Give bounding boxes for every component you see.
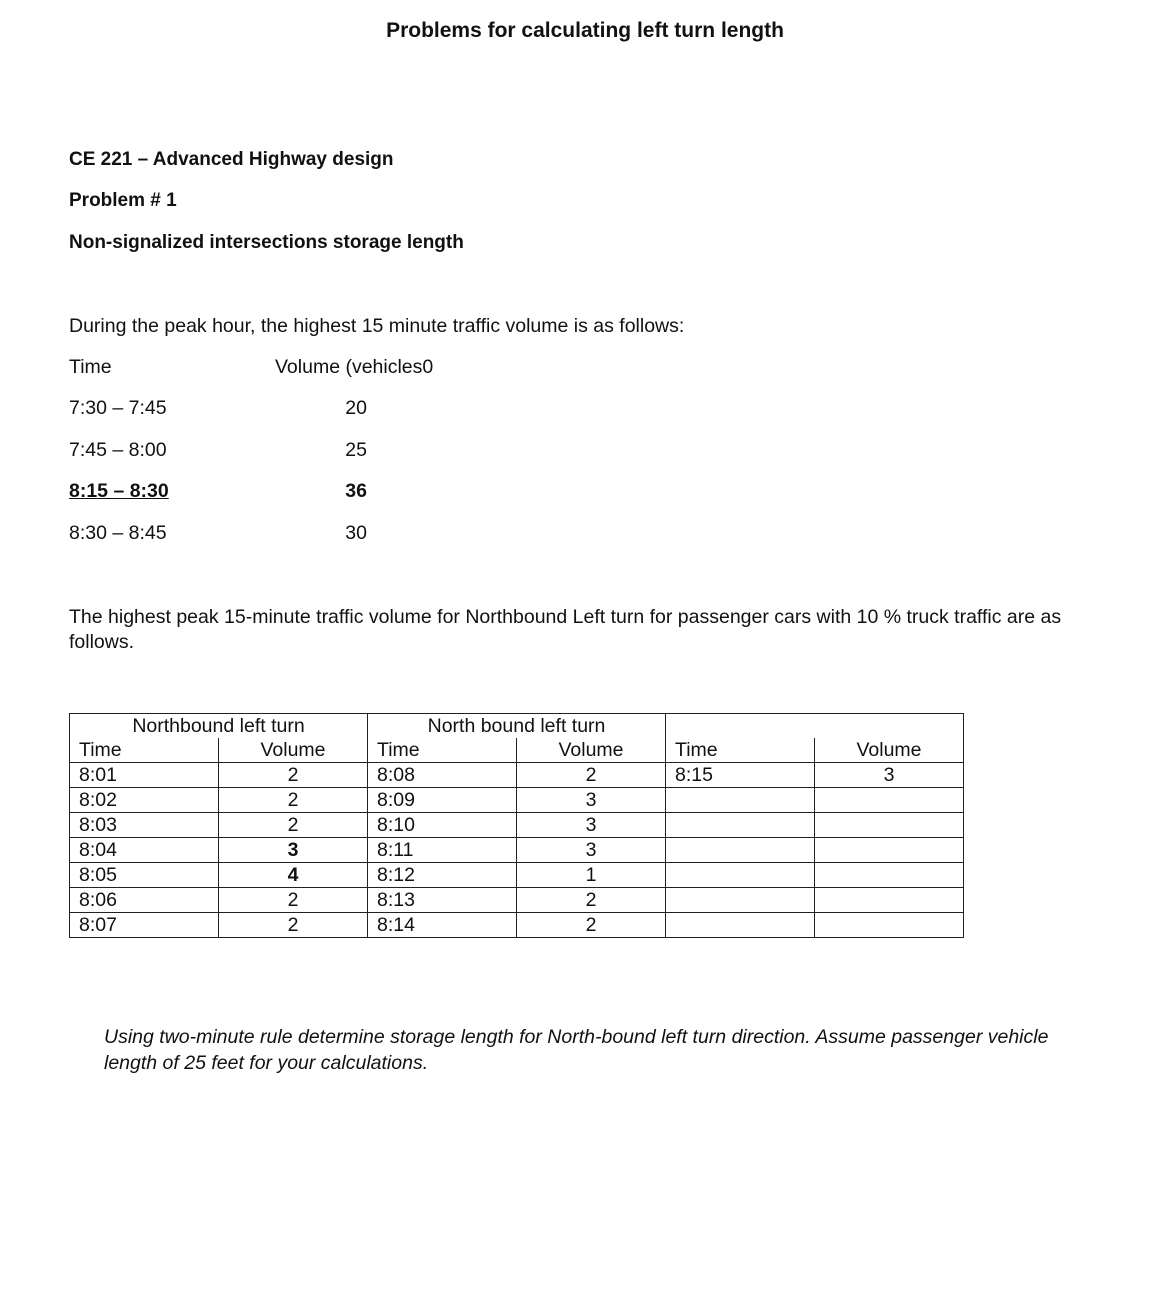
cell-time	[666, 888, 815, 913]
cell-volume: 2	[517, 913, 666, 938]
cell-time: 8:13	[368, 888, 517, 913]
cell-volume	[815, 863, 964, 888]
volume-row-value: 30	[345, 522, 367, 544]
cell-time: 8:07	[70, 913, 219, 938]
cell-volume: 2	[219, 913, 368, 938]
cell-volume: 2	[219, 788, 368, 813]
cell-volume: 3	[815, 763, 964, 788]
cell-volume: 3	[219, 838, 368, 863]
cell-time: 8:02	[70, 788, 219, 813]
cell-time	[666, 913, 815, 938]
cell-time	[666, 788, 815, 813]
cell-volume: 2	[517, 763, 666, 788]
col-time-header: Time	[666, 738, 815, 763]
volume-row-time: 7:45 – 8:00	[69, 439, 167, 461]
col-time-header: Time	[368, 738, 517, 763]
cell-time: 8:10	[368, 813, 517, 838]
cell-volume: 1	[517, 863, 666, 888]
group1-title: Northbound left turn	[70, 714, 368, 739]
volume-header-time: Time	[69, 356, 112, 378]
cell-volume	[815, 888, 964, 913]
cell-volume: 2	[517, 888, 666, 913]
peak-description: The highest peak 15-minute traffic volume for Northbound Left turn for passenger cars with 10 % truck traffic are as follows.	[69, 606, 1062, 653]
cell-time: 8:14	[368, 913, 517, 938]
cell-time	[666, 863, 815, 888]
cell-volume	[815, 913, 964, 938]
cell-time: 8:15	[666, 763, 815, 788]
minute-volume-table	[69, 713, 964, 938]
cell-time: 8:09	[368, 788, 517, 813]
group3-title	[666, 714, 964, 739]
col-volume-header: Volume	[815, 738, 964, 763]
cell-volume: 3	[517, 813, 666, 838]
table-row	[70, 763, 964, 788]
volume-row-time: 8:30 – 8:45	[69, 522, 167, 544]
table-column-header-row	[70, 738, 964, 763]
course-heading: CE 221 – Advanced Highway design	[69, 149, 394, 170]
problem-heading: Problem # 1	[69, 190, 177, 211]
cell-volume	[815, 838, 964, 863]
cell-volume	[815, 788, 964, 813]
cell-time: 8:08	[368, 763, 517, 788]
cell-time: 8:11	[368, 838, 517, 863]
instruction-text: Using two-minute rule determine storage length for North-bound left turn direction. Assume passenger vehicle length of 25 feet for your calculations.	[104, 1026, 1049, 1074]
cell-time: 8:05	[70, 863, 219, 888]
cell-time: 8:01	[70, 763, 219, 788]
col-time-header: Time	[70, 738, 219, 763]
cell-volume: 2	[219, 888, 368, 913]
volume-row-value: 20	[345, 397, 367, 419]
cell-time: 8:06	[70, 888, 219, 913]
intro-text: During the peak hour, the highest 15 minute traffic volume is as follows:	[69, 315, 685, 337]
col-volume-header: Volume	[219, 738, 368, 763]
cell-volume: 3	[517, 838, 666, 863]
table-row	[70, 838, 964, 863]
cell-time: 8:04	[70, 838, 219, 863]
volume-header-volume: Volume (vehicles0	[275, 356, 434, 378]
subject-heading: Non-signalized intersections storage length	[69, 232, 464, 253]
cell-volume: 3	[517, 788, 666, 813]
group2-title: North bound left turn	[368, 714, 666, 739]
cell-volume: 2	[219, 813, 368, 838]
cell-time: 8:12	[368, 863, 517, 888]
cell-volume: 4	[219, 863, 368, 888]
volume-row-time-peak: 8:15 – 8:30	[69, 480, 169, 502]
col-volume-header: Volume	[517, 738, 666, 763]
page-title: Problems for calculating left turn length	[386, 19, 784, 42]
table-row	[70, 863, 964, 888]
cell-time	[666, 838, 815, 863]
cell-volume: 2	[219, 763, 368, 788]
volume-row-value-peak: 36	[345, 480, 367, 502]
table-row	[70, 788, 964, 813]
volume-row-time: 7:30 – 7:45	[69, 397, 167, 419]
cell-time: 8:03	[70, 813, 219, 838]
table-group-header-row	[70, 714, 964, 739]
cell-time	[666, 813, 815, 838]
cell-volume	[815, 813, 964, 838]
table-row	[70, 888, 964, 913]
table-row	[70, 913, 964, 938]
table-row	[70, 813, 964, 838]
volume-row-value: 25	[345, 439, 367, 461]
